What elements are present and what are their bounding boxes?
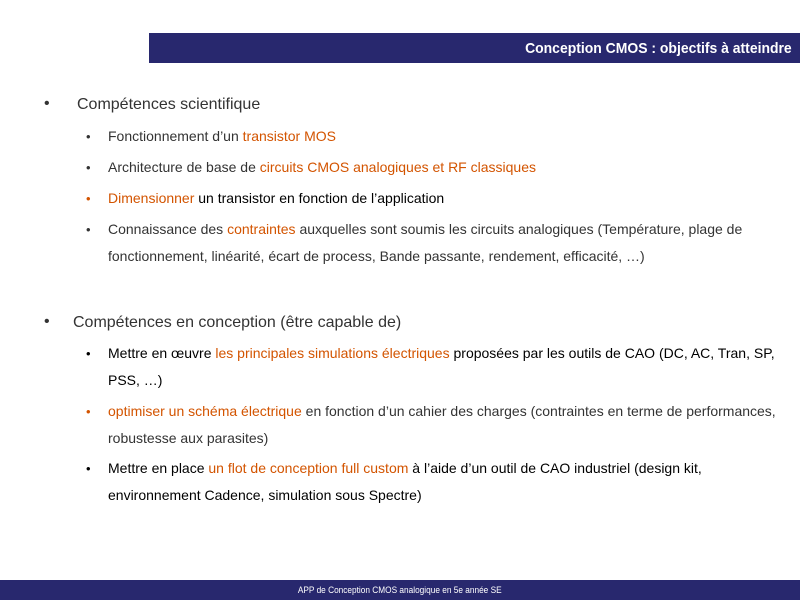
highlight-segment: Dimensionner (108, 190, 195, 206)
list-item-text (108, 185, 783, 212)
list-item-text (108, 123, 783, 150)
text-segment: à l’aide d’un outil de CAO industriel (design kit, environnement Cadence, simulation sous Spectre) (108, 460, 702, 503)
highlight-segment: optimiser un schéma électrique (108, 403, 302, 419)
text-segment: auxquelles sont soumis les circuits analogiques (Température, plage de fonctionnement, linéarité, écart de process, Bande passante, rendement, efficacité, …) (108, 221, 743, 264)
list-item-text (108, 216, 783, 270)
text-segment: Mettre en œuvre (108, 345, 216, 361)
bullet-icon: • (86, 129, 91, 144)
bullet-icon: • (86, 346, 91, 361)
list-item-text (108, 340, 783, 394)
highlight-segment: circuits CMOS analogiques et RF classiques (259, 159, 536, 175)
footer-text: APP de Conception CMOS analogique en 5e année SE (298, 585, 502, 595)
list-item-text (108, 154, 783, 181)
text-segment: en fonction d’un cahier des charges (contraintes en terme de performances, robustesse aux parasites) (108, 403, 776, 446)
slide-title: Conception CMOS : objectifs à atteindre (525, 39, 792, 57)
bullet-icon: • (86, 461, 91, 476)
bullet-icon: • (86, 404, 91, 419)
highlight-segment: les principales simulations électriques (215, 345, 450, 361)
text-segment: Connaissance des (108, 221, 228, 237)
section-title: Compétences en conception (être capable de) (73, 314, 402, 331)
bullet-icon: • (86, 222, 91, 237)
highlight-segment: transistor MOS (242, 128, 336, 144)
text-segment: proposées par les outils de CAO (DC, AC, Tran, SP, PSS, …) (108, 345, 775, 388)
text-segment: un transistor en fonction de l’application (194, 190, 445, 206)
text-segment: Architecture de base de (108, 159, 260, 175)
bullet-icon: • (86, 160, 91, 175)
list-item-text (108, 398, 783, 452)
list-item-text (108, 455, 783, 509)
bullet-icon: • (44, 313, 50, 330)
highlight-segment: contraintes (227, 221, 296, 237)
bullet-icon: • (86, 191, 91, 206)
text-segment: Mettre en place (108, 460, 209, 476)
text-segment: Fonctionnement d’un (108, 128, 243, 144)
bullet-icon: • (44, 95, 50, 112)
highlight-segment: un flot de conception full custom (208, 460, 409, 476)
footer-bar (0, 580, 800, 600)
section-title: Compétences scientifique (77, 96, 261, 113)
